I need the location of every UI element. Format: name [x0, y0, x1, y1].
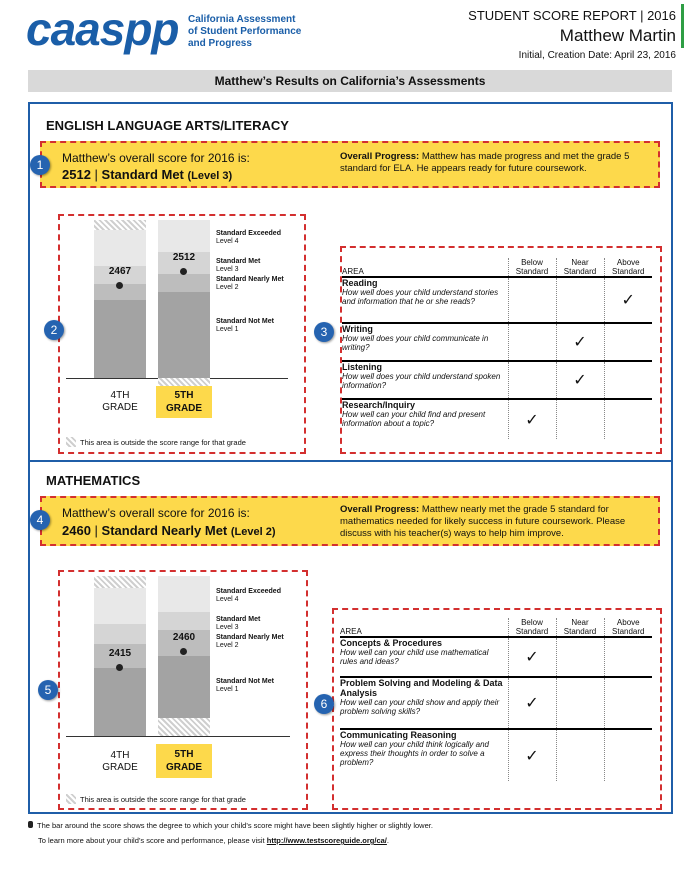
area-cell: Concepts & Procedures How well can your child use mathematical rules and ideas? — [340, 638, 489, 666]
math-badge-areas: 6 — [314, 694, 334, 714]
math-badge-score: 4 — [30, 510, 50, 530]
logo-sub-line: and Progress — [188, 38, 252, 49]
check-icon: ✓ — [525, 649, 539, 666]
math-areas-box — [332, 608, 662, 810]
ela-badge-chart: 2 — [44, 320, 64, 340]
ela-chart-box — [58, 214, 306, 454]
ela-g5-level1 — [158, 292, 210, 378]
ela-title: ENGLISH LANGUAGE ARTS/LITERACY — [46, 118, 289, 133]
math-legend-text: This area is outside the score range for that grade — [80, 795, 246, 804]
report-title: STUDENT SCORE REPORT | 2016 — [468, 8, 676, 23]
ela-score-box — [40, 141, 660, 188]
ela-label-level2: Standard Nearly Met Level 2 — [216, 276, 284, 291]
area-cell: Reading How well does your child understand stories and information that he or she reads? — [342, 278, 499, 306]
math-g4-level1 — [94, 668, 146, 736]
math-score-value: 2460 — [62, 523, 91, 538]
check-icon: ✓ — [621, 292, 635, 309]
check-icon: ✓ — [525, 695, 539, 712]
ela-g4-out-of-range — [94, 220, 146, 230]
area-header: AREA — [340, 627, 362, 636]
math-legend-swatch — [66, 794, 76, 804]
math-g5-level3 — [158, 612, 210, 630]
check-icon: ✓ — [525, 747, 539, 765]
ela-g4-score: 2467 — [108, 266, 132, 277]
near-header: Near Standard — [556, 258, 604, 277]
ela-progress-label: Overall Progress: — [340, 151, 420, 162]
check-icon: ✓ — [573, 334, 587, 351]
ela-progress-text: Matthew has made progress and met the grade 5 standard for ELA. He appears ready for future coursework. — [340, 151, 630, 174]
table-row — [342, 277, 652, 323]
above-header: Above Standard — [604, 258, 652, 277]
area-cell: Research/Inquiry How well can your child find and present information about a topic? — [342, 400, 486, 428]
math-g4-level3 — [94, 624, 146, 644]
table-row — [340, 729, 652, 781]
below-header: Below Standard — [508, 618, 556, 637]
area-cell: Problem Solving and Modeling & Data Analysis How well can your child show and apply their problem solving skills? — [340, 678, 503, 716]
creation-date: Initial, Creation Date: April 23, 2016 — [518, 50, 676, 61]
math-g5-level4 — [158, 576, 210, 612]
math-g5-below-range — [158, 718, 210, 736]
check-icon: ✓ — [525, 411, 539, 429]
ela-areas-box — [340, 246, 662, 454]
area-header: AREA — [342, 267, 364, 276]
math-g5-score: 2460 — [172, 632, 196, 643]
math-level-text: Standard Nearly Met — [101, 523, 228, 538]
ela-progress — [340, 151, 652, 175]
ela-badge-score: 1 — [30, 155, 50, 175]
math-progress-text: Matthew nearly met the grade 5 standard for mathematics needed for likely success in future coursework. Please discuss with his teacher(s) ways to help him improve. — [340, 504, 626, 539]
ela-level-num: (Level 3) — [187, 170, 233, 182]
near-header: Near Standard — [556, 618, 604, 637]
ela-legend-text: This area is outside the score range for that grade — [80, 438, 246, 447]
math-g4-score: 2415 — [108, 648, 132, 659]
math-badge-chart: 5 — [38, 680, 58, 700]
table-row — [342, 361, 652, 399]
table-row — [342, 399, 652, 439]
ela-score-line: Matthew’s overall score for 2016 is: — [62, 151, 250, 165]
ela-g5-marker — [180, 268, 187, 275]
testscoreguide-link[interactable]: http://www.testscoreguide.org/ca/ — [266, 836, 387, 845]
math-g5-level1 — [158, 656, 210, 718]
ela-label-level1: Standard Not Met Level 1 — [216, 318, 274, 333]
ela-badge-areas: 3 — [314, 322, 334, 342]
math-score-result: 2460 | Standard Nearly Met (Level 2) — [62, 523, 276, 538]
ela-g4-marker — [116, 282, 123, 289]
ela-g4-level4 — [94, 230, 146, 266]
below-header: Below Standard — [508, 258, 556, 277]
math-label-level1: Standard Not Met Level 1 — [216, 678, 274, 693]
ela-g5-level2 — [158, 274, 210, 292]
area-cell: Communicating Reasoning How well can your child think logically and express their thoughts in order to solve a problem? — [340, 730, 489, 767]
math-label-level4: Standard Exceeded Level 4 — [216, 588, 281, 603]
math-chart-baseline — [66, 736, 290, 737]
math-grade4-label: 4TH GRADE — [102, 750, 138, 773]
math-level-num: (Level 2) — [230, 526, 276, 538]
math-label-level2: Standard Nearly Met Level 2 — [216, 634, 284, 649]
math-g4-marker — [116, 664, 123, 671]
ela-grade5-label: 5TH GRADE — [156, 386, 212, 418]
math-score-box — [40, 496, 660, 546]
ela-g4-level1 — [94, 300, 146, 378]
area-cell: Writing How well does your child communicate in writing? — [342, 324, 489, 352]
ela-g5-below-range — [158, 378, 210, 386]
ela-score-value: 2512 — [62, 167, 91, 182]
math-g4-level4 — [94, 588, 146, 624]
ela-grade4-label: 4TH GRADE — [102, 390, 138, 413]
ela-score-result: 2512 | Standard Met (Level 3) — [62, 167, 233, 182]
logo-sub-line: California Assessment — [188, 14, 296, 25]
ela-level-text: Standard Met — [101, 167, 184, 182]
footer-learn: To learn more about your child’s score and performance, please visit http://www.testscoreguide.org/ca/. — [38, 836, 389, 845]
section-divider — [30, 460, 671, 462]
math-title: MATHEMATICS — [46, 473, 141, 488]
ela-g5-score: 2512 — [172, 252, 196, 263]
ela-g5-level4 — [158, 220, 210, 252]
ela-legend-swatch — [66, 437, 76, 447]
math-chart-box — [58, 570, 308, 810]
math-g5-marker — [180, 648, 187, 655]
table-row — [342, 323, 652, 361]
logo-wordmark: caaspp — [26, 3, 179, 55]
ela-label-level4: Standard Exceeded Level 4 — [216, 230, 281, 245]
ela-label-level3: Standard Met Level 3 — [216, 258, 261, 273]
area-cell: Listening How well does your child understand spoken information? — [342, 362, 501, 390]
logo-sub-line: of Student Performance — [188, 26, 302, 37]
logo-subtitle — [188, 14, 301, 50]
table-row — [340, 637, 652, 677]
caaspp-logo — [26, 2, 179, 56]
math-progress — [340, 504, 652, 540]
table-row — [340, 677, 652, 729]
error-bar-icon — [28, 821, 33, 828]
math-areas-table — [340, 618, 652, 781]
results-banner: Matthew’s Results on California’s Assessments — [28, 70, 672, 92]
math-g4-out-of-range — [94, 576, 146, 588]
math-progress-label: Overall Progress: — [340, 504, 420, 515]
math-score-line: Matthew’s overall score for 2016 is: — [62, 506, 250, 520]
ela-areas-table — [342, 258, 652, 439]
check-icon: ✓ — [573, 372, 587, 389]
above-header: Above Standard — [604, 618, 652, 637]
student-name: Matthew Martin — [559, 26, 676, 45]
footer-note: The bar around the score shows the degree to which your child’s score might have been slightly higher or slightly lower. — [28, 821, 433, 830]
math-label-level3: Standard Met Level 3 — [216, 616, 261, 631]
header-accent-bar — [681, 4, 684, 48]
math-grade5-label: 5TH GRADE — [156, 744, 212, 778]
